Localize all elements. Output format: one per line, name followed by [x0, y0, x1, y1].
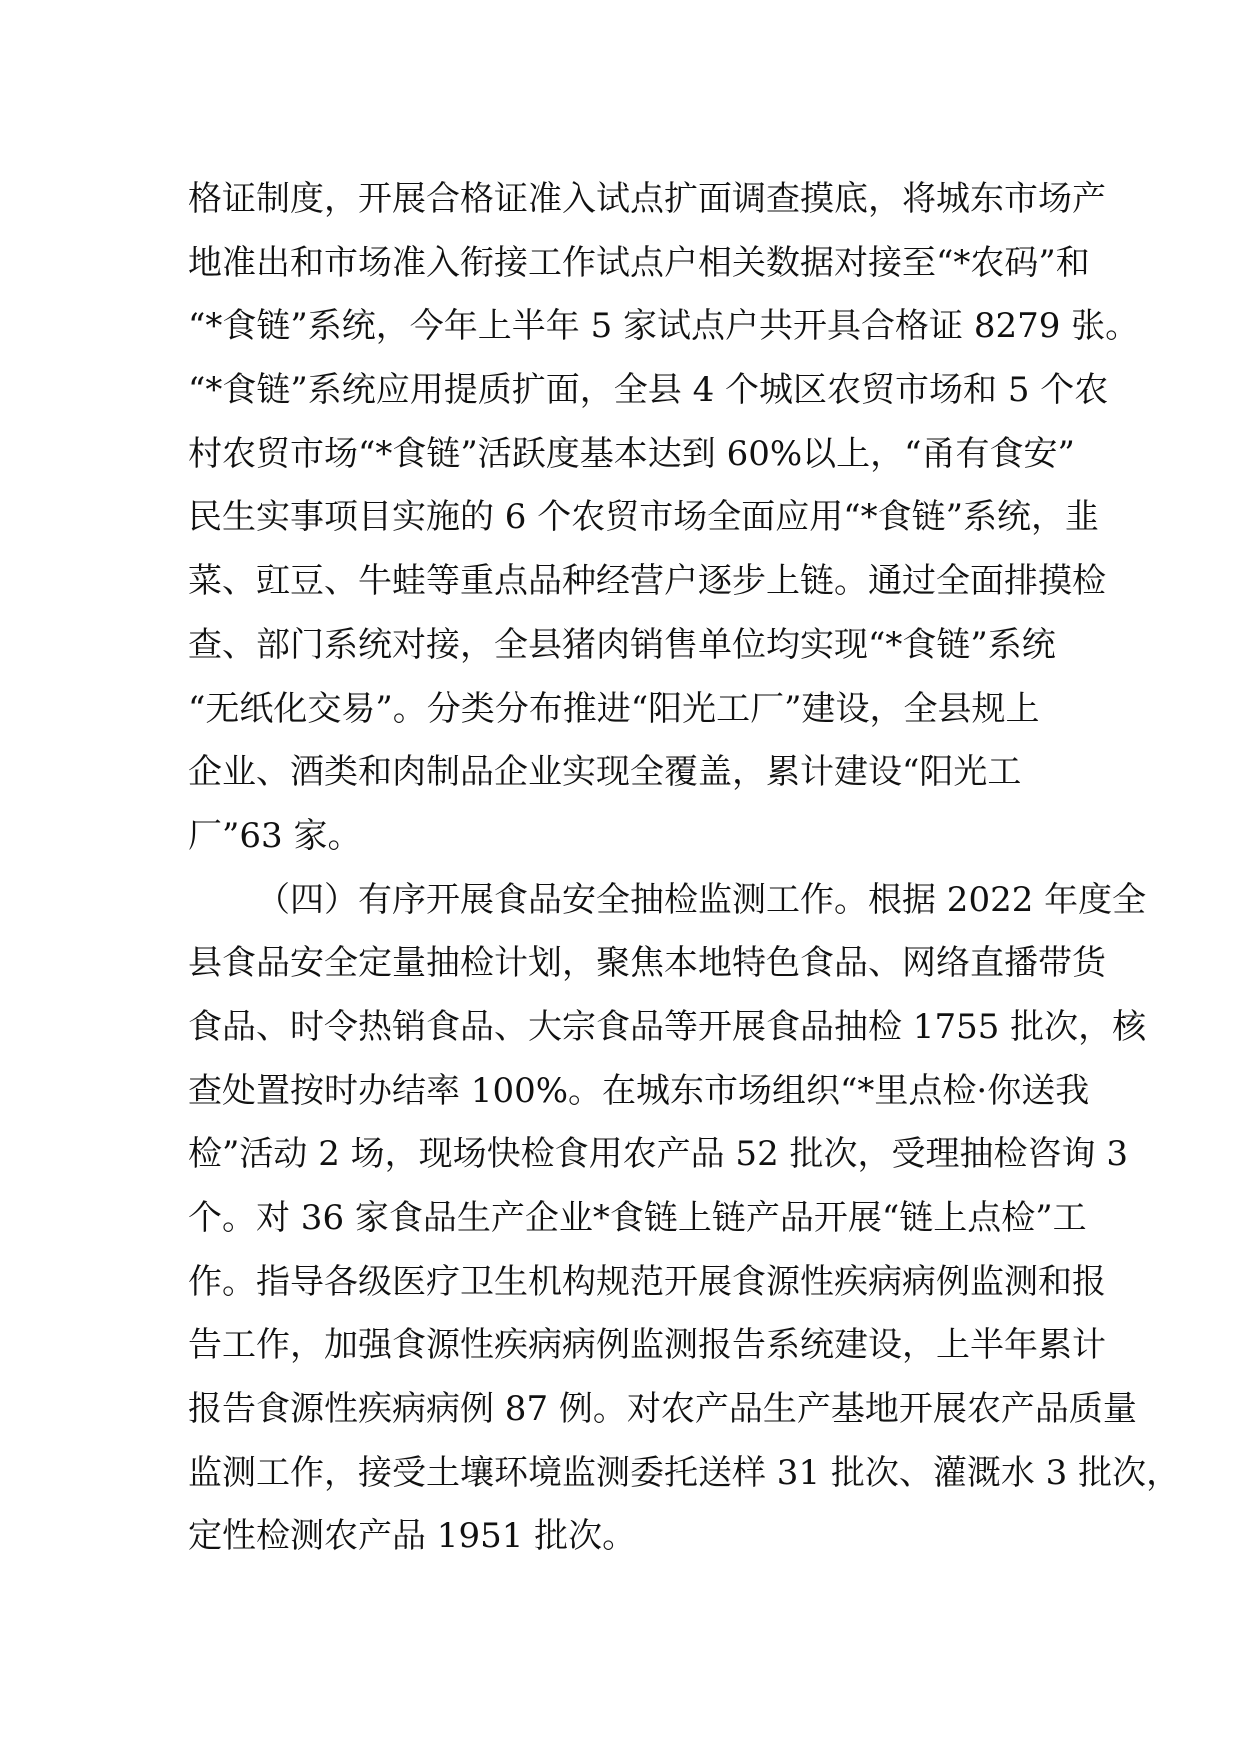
text-line: 定性检测农产品 1951 批次。 — [188, 1516, 637, 1557]
section-heading-line: （四）有序开展食品安全抽检监测工作。根据 2022 年度全 — [256, 879, 1147, 920]
text-line: 县食品安全定量抽检计划，聚焦本地特色食品、网络直播带货 — [188, 943, 1106, 984]
text-line: “无纸化交易”。分类分布推进“阳光工厂”建设，全县规上 — [188, 688, 1040, 729]
text-line: 村农贸市场“*食链”活跃度基本达到 60%以上，“甬有食安” — [188, 433, 1075, 474]
text-line: 告工作，加强食源性疾病病例监测报告系统建设，上半年累计 — [188, 1325, 1106, 1366]
text-line: 菜、豇豆、牛蛙等重点品种经营户逐步上链。通过全面排摸检 — [188, 561, 1106, 602]
document-body — [188, 168, 1181, 1569]
text-line: 企业、酒类和肉制品企业实现全覆盖，累计建设“阳光工 — [188, 752, 1022, 793]
text-line: 查、部门系统对接，全县猪肉销售单位均实现“*食链”系统 — [188, 624, 1056, 665]
text-line: 监测工作，接受土壤环境监测委托送样 31 批次、灌溉水 3 批次， — [188, 1452, 1181, 1493]
paragraph-sampling-monitoring — [188, 869, 1181, 1570]
text-line: 地准出和市场准入衔接工作试点户相关数据对接至“*农码”和 — [188, 242, 1090, 283]
paragraph-food-chain-system — [188, 168, 1140, 869]
text-line: 查处置按时办结率 100%。在城东市场组织“*里点检·你送我 — [188, 1070, 1090, 1111]
text-line: 报告食源性疾病病例 87 例。对农产品生产基地开展农产品质量 — [188, 1389, 1137, 1430]
text-line: 检”活动 2 场，现场快检食用农产品 52 批次，受理抽检咨询 3 — [188, 1134, 1128, 1175]
text-line: 厂”63 家。 — [188, 815, 362, 856]
text-line: “*食链”系统应用提质扩面，全县 4 个城区农贸市场和 5 个农 — [188, 370, 1109, 411]
text-line: 个。对 36 家食品生产企业*食链上链产品开展“链上点检”工 — [188, 1198, 1087, 1238]
text-line: 食品、时令热销食品、大宗食品等开展食品抽检 1755 批次，核 — [188, 1006, 1147, 1047]
text-line: 格证制度，开展合格证准入试点扩面调查摸底，将城东市场产 — [188, 179, 1106, 219]
text-line: 民生实事项目实施的 6 个农贸市场全面应用“*食链”系统，韭 — [188, 497, 1100, 538]
text-line: “*食链”系统，今年上半年 5 家试点户共开具合格证 8279 张。 — [188, 306, 1140, 347]
text-line: 作。指导各级医疗卫生机构规范开展食源性疾病病例监测和报 — [188, 1261, 1106, 1302]
